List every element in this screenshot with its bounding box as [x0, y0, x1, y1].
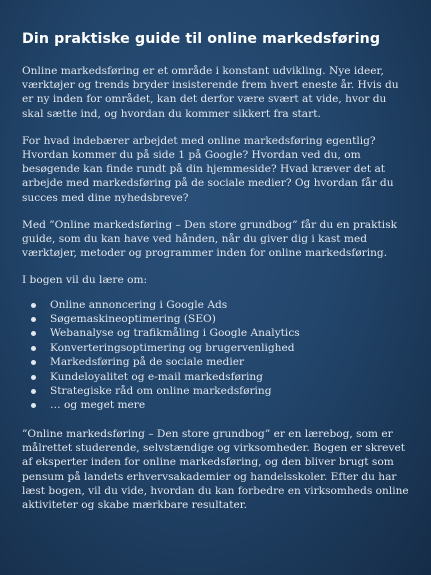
list-item: Konverteringsoptimering og brugervenlighed — [22, 341, 409, 355]
list-item: Markedsføring på de sociale medier — [22, 355, 409, 369]
list-item: Søgemaskineoptimering (SEO) — [22, 312, 409, 326]
list-item: … og meget mere — [22, 398, 409, 412]
learn-heading: I bogen vil du lære om: — [22, 274, 148, 287]
topics-list — [22, 298, 409, 413]
questions-paragraph: For hvad indebærer arbejdet med online markedsføring egentlig? Hvordan kommer du på side 1 på Google? Hvordan ved du, om besøgende kan finde rundt på din hjemmeside? Hvad kræver det at arbejde med markedsføring på de sociale medier? Og hvordan får du succes med dine nyhedsbreve? — [22, 134, 394, 204]
list-item: Webanalyse og trafikmåling i Google Analytics — [22, 326, 409, 340]
intro-paragraph: Online markedsføring er et område i konstant udvikling. Nye ideer, værktøjer og trends bryder insisterende frem hvert eneste år. Hvis du er ny inden for området, kan det derfor være svært at vide, hvor du skal sætte ind, og hvordan du kommer sikkert fra start. — [22, 65, 399, 120]
bullet-icon — [31, 360, 36, 365]
bullet-icon — [31, 375, 36, 380]
closing-paragraph: ”Online markedsføring – Den store grundbog” er en lærebog, som er målrettet studerende, selvstændige og virksomheder. Bogen er skrevet af eksperter inden for online markedsføring, og den bliver brugt som pensum på landets erhvervsakademier og handelsskoler. Efter du har læst bogen, vil du vide, hvordan du kan forbedre en virksomheds online aktiviteter og skabe mærkbare resultater. — [22, 427, 409, 511]
bullet-icon — [31, 331, 36, 336]
bullet-icon — [31, 346, 36, 351]
cover-title: Din praktiske guide til online markedsføring — [22, 31, 381, 47]
list-item: Online annoncering i Google Ads — [22, 298, 409, 312]
bullet-icon — [31, 389, 36, 394]
bullet-icon — [31, 303, 36, 308]
list-item: Strategiske råd om online markedsføring — [22, 384, 409, 398]
bullet-icon — [31, 403, 36, 408]
bullet-icon — [31, 317, 36, 322]
guide-paragraph: Med ”Online markedsføring – Den store grundbog” får du en praktisk guide, som du kan have ved hånden, når du giver dig i kast med værktøjer, metoder og programmer inden for online markedsføring. — [22, 218, 398, 260]
list-item: Kundeloyalitet og e-mail markedsføring — [22, 370, 409, 384]
